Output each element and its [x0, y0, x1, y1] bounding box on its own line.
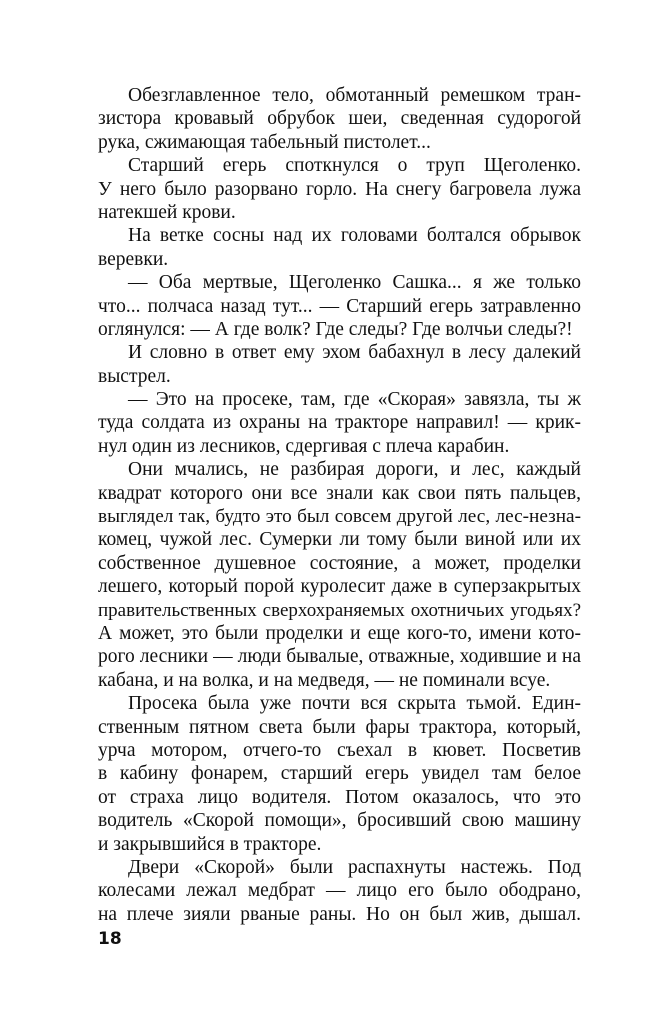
- text-line: веревки.: [98, 248, 169, 270]
- text-line: Старший егерь споткнулся о труп Щеголенко.: [128, 155, 581, 177]
- text-line: И словно в ответ ему эхом бабахнул в лесу далекий: [128, 342, 581, 364]
- text-line: правительственных сверхохраняемых охотничьих угодьях?: [98, 599, 581, 621]
- text-line: в кабину фонарем, старший егерь увидел там белое: [98, 763, 581, 785]
- text-line: и закрывшийся в тракторе.: [98, 833, 322, 855]
- text-line: рого лесники — люди бывалые, отважные, ходившие и на: [98, 646, 581, 668]
- text-line: На ветке сосны над их головами болтался обрывок: [128, 225, 581, 247]
- text-line: Они мчались, не разбирая дороги, и лес, каждый: [128, 459, 581, 481]
- text-line: Двери «Скорой» были распахнуты настежь. Под: [128, 856, 581, 878]
- text-line: туда солдата из охраны на тракторе направил! — крик-: [98, 412, 581, 434]
- text-line: У него было разорвано горло. На снегу багровела лужа: [98, 178, 581, 200]
- text-line: выглядел так, будто это был совсем другой лес, лес-незна-: [98, 506, 581, 528]
- text-line: лешего, который порой куролесит даже в суперзакрытых: [98, 576, 581, 598]
- text-line: оглянулся: — А где волк? Где следы? Где волчьи следы?!: [98, 318, 573, 340]
- text-line: Обезглавленное тело, обмотанный ремешком тран-: [128, 85, 581, 106]
- text-line: выстрел.: [98, 365, 171, 387]
- text-line: на плече зияли рваные раны. Но он был жив, дышал.: [98, 903, 581, 925]
- text-line: Просека была уже почти вся скрыта тьмой. Един-: [128, 693, 581, 715]
- text-line: нул один из лесников, сдергивая с плеча карабин.: [98, 435, 510, 457]
- text-line: А может, это были проделки и еще кого-то, имени кото-: [98, 622, 581, 644]
- text-line: кабана, и на волка, и на медведя, — не поминали всуе.: [98, 669, 551, 691]
- text-line: — Это на просеке, там, где «Скорая» завязла, ты ж: [128, 389, 581, 411]
- book-page-text: [98, 84, 581, 926]
- text-line: что... полчаса назад тут... — Старший егерь затравленно: [98, 295, 581, 317]
- text-line: — Оба мертвые, Щеголенко Сашка... я же только: [128, 272, 581, 294]
- text-line: комец, чужой лес. Сумерки ли тому были виной или их: [98, 529, 581, 551]
- text-line: натекшей крови.: [98, 201, 236, 223]
- text-line: урча мотором, отчего-то съехал в кювет. Посветив: [98, 739, 581, 761]
- text-line: квадрат которого они все знали как свои пять пальцев,: [98, 482, 581, 504]
- text-line: колесами лежал медбрат — лицо его было ободрано,: [98, 880, 581, 902]
- text-line: зистора кровавый обрубок шеи, сведенная судорогой: [98, 108, 581, 130]
- text-line: рука, сжимающая табельный пистолет...: [98, 131, 431, 153]
- page-number: 18: [98, 929, 122, 949]
- text-line: собственное душевное состояние, а может, проделки: [98, 552, 581, 574]
- text-line: от страха лицо водителя. Потом оказалось, что это: [98, 786, 581, 808]
- text-line: ственным пятном света были фары трактора, который,: [98, 716, 581, 738]
- text-line: водитель «Скорой помощи», бросивший свою машину: [98, 810, 581, 832]
